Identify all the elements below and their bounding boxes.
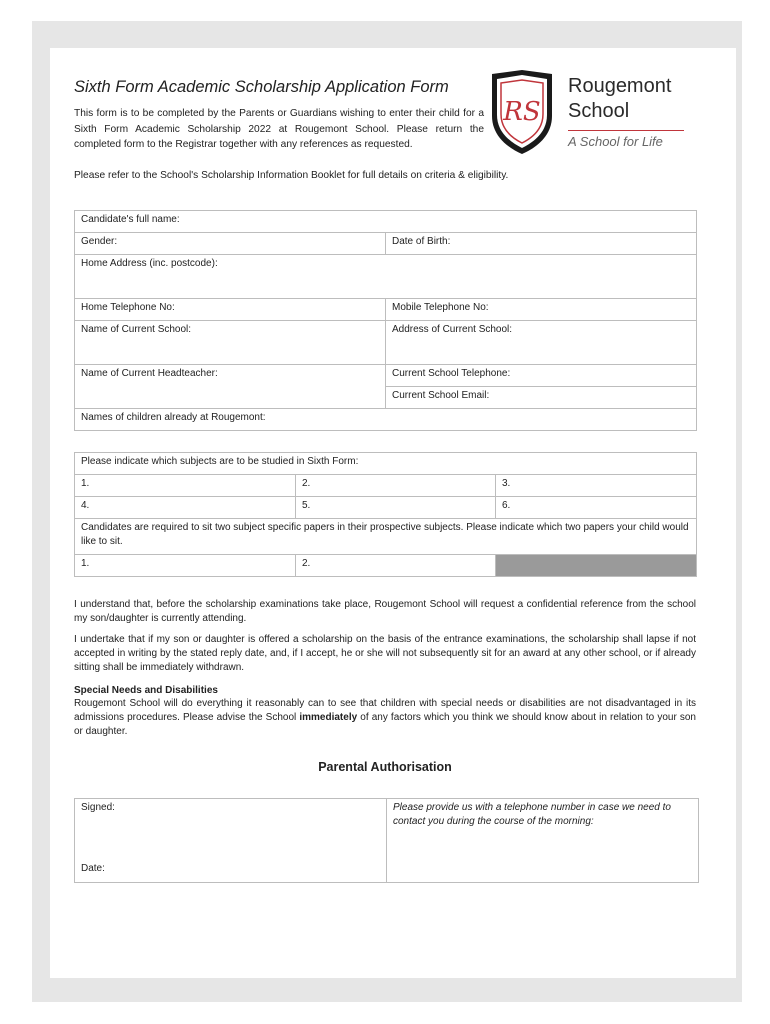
subjects-table bbox=[74, 452, 697, 577]
brand-divider bbox=[568, 130, 684, 131]
reference-paragraph: I understand that, before the scholarship examinations take place, Rougemont School will request a confidential reference from the school my son/daughter is currently attending. bbox=[74, 599, 696, 625]
phone-contact-field[interactable]: Please provide us with a telephone number in case we need to contact you during the course of the morning: bbox=[387, 799, 699, 883]
sen-text-part2: of any factors which you think we should know about in relation to your son or daughter. bbox=[74, 712, 696, 738]
subject-3-field[interactable]: 3. bbox=[496, 475, 697, 497]
school-name-line2: School bbox=[568, 100, 630, 122]
sen-paragraph bbox=[74, 697, 696, 740]
undertaking-paragraph: I undertake that if my son or daughter is offered a scholarship on the basis of the entrance examinations, the scholarship shall lapse if not accepted in writing by the stated reply date, and, if I accept, he or she will not subsequently sit for an award at any other school, or if already sitting shall be immediately withdrawn. bbox=[74, 634, 696, 674]
subject-4-field[interactable]: 4. bbox=[75, 497, 296, 519]
home-address-field[interactable]: Home Address (inc. postcode): bbox=[75, 255, 697, 299]
form-intro: This form is to be completed by the Parents or Guardians wishing to enter their child for a Sixth Form Academic Scholarship 2022 at Rougemont School. Please return the completed form to the Registrar together with any references as requested. bbox=[74, 108, 484, 150]
subject-5-field[interactable]: 5. bbox=[296, 497, 496, 519]
form-title: Sixth Form Academic Scholarship Application Form bbox=[74, 78, 449, 96]
papers-note: Candidates are required to sit two subject specific papers in their prospective subjects. Please indicate which two papers your child would like to sit. bbox=[75, 519, 697, 555]
subject-2-field[interactable]: 2. bbox=[296, 475, 496, 497]
candidate-details-table bbox=[74, 210, 697, 431]
signed-label: Signed: bbox=[81, 802, 115, 813]
current-school-field[interactable]: Name of Current School: bbox=[75, 321, 386, 365]
siblings-field[interactable]: Names of children already at Rougemont: bbox=[75, 409, 697, 431]
dob-field[interactable]: Date of Birth: bbox=[386, 233, 697, 255]
paper-2-field[interactable]: 2. bbox=[296, 555, 496, 577]
home-telephone-field[interactable]: Home Telephone No: bbox=[75, 299, 386, 321]
authorisation-title: Parental Authorisation bbox=[318, 760, 452, 774]
subject-1-field[interactable]: 1. bbox=[75, 475, 296, 497]
mobile-telephone-field[interactable]: Mobile Telephone No: bbox=[386, 299, 697, 321]
school-name-line1: Rougemont bbox=[568, 75, 672, 97]
subject-6-field[interactable]: 6. bbox=[496, 497, 697, 519]
school-crest-icon bbox=[488, 68, 556, 156]
school-address-field[interactable]: Address of Current School: bbox=[386, 321, 697, 365]
school-email-field[interactable]: Current School Email: bbox=[386, 387, 697, 409]
candidate-name-field[interactable]: Candidate's full name: bbox=[75, 211, 697, 233]
authorisation-table bbox=[74, 798, 699, 883]
headteacher-field[interactable]: Name of Current Headteacher: bbox=[75, 365, 386, 409]
sen-text-emphasis: immediately bbox=[299, 712, 358, 724]
sen-text-part1: Rougemont School will do everything it reasonably can to see that children with special needs or disabilities are not disadvantaged in its admissions procedures. Please advise the School bbox=[74, 698, 696, 724]
school-tagline: A School for Life bbox=[568, 134, 663, 149]
signature-field[interactable] bbox=[75, 799, 387, 883]
school-name bbox=[568, 74, 671, 124]
sen-heading: Special Needs and Disabilities bbox=[74, 685, 218, 696]
gender-field[interactable]: Gender: bbox=[75, 233, 386, 255]
crest-letters: RS bbox=[503, 97, 541, 127]
shaded-cell bbox=[496, 555, 697, 577]
school-telephone-field[interactable]: Current School Telephone: bbox=[386, 365, 697, 387]
criteria-note: Please refer to the School's Scholarship Information Booklet for full details on criteria & eligibility. bbox=[74, 170, 509, 181]
paper-1-field[interactable]: 1. bbox=[75, 555, 296, 577]
date-label: Date: bbox=[81, 863, 105, 874]
subjects-prompt: Please indicate which subjects are to be studied in Sixth Form: bbox=[75, 453, 697, 475]
